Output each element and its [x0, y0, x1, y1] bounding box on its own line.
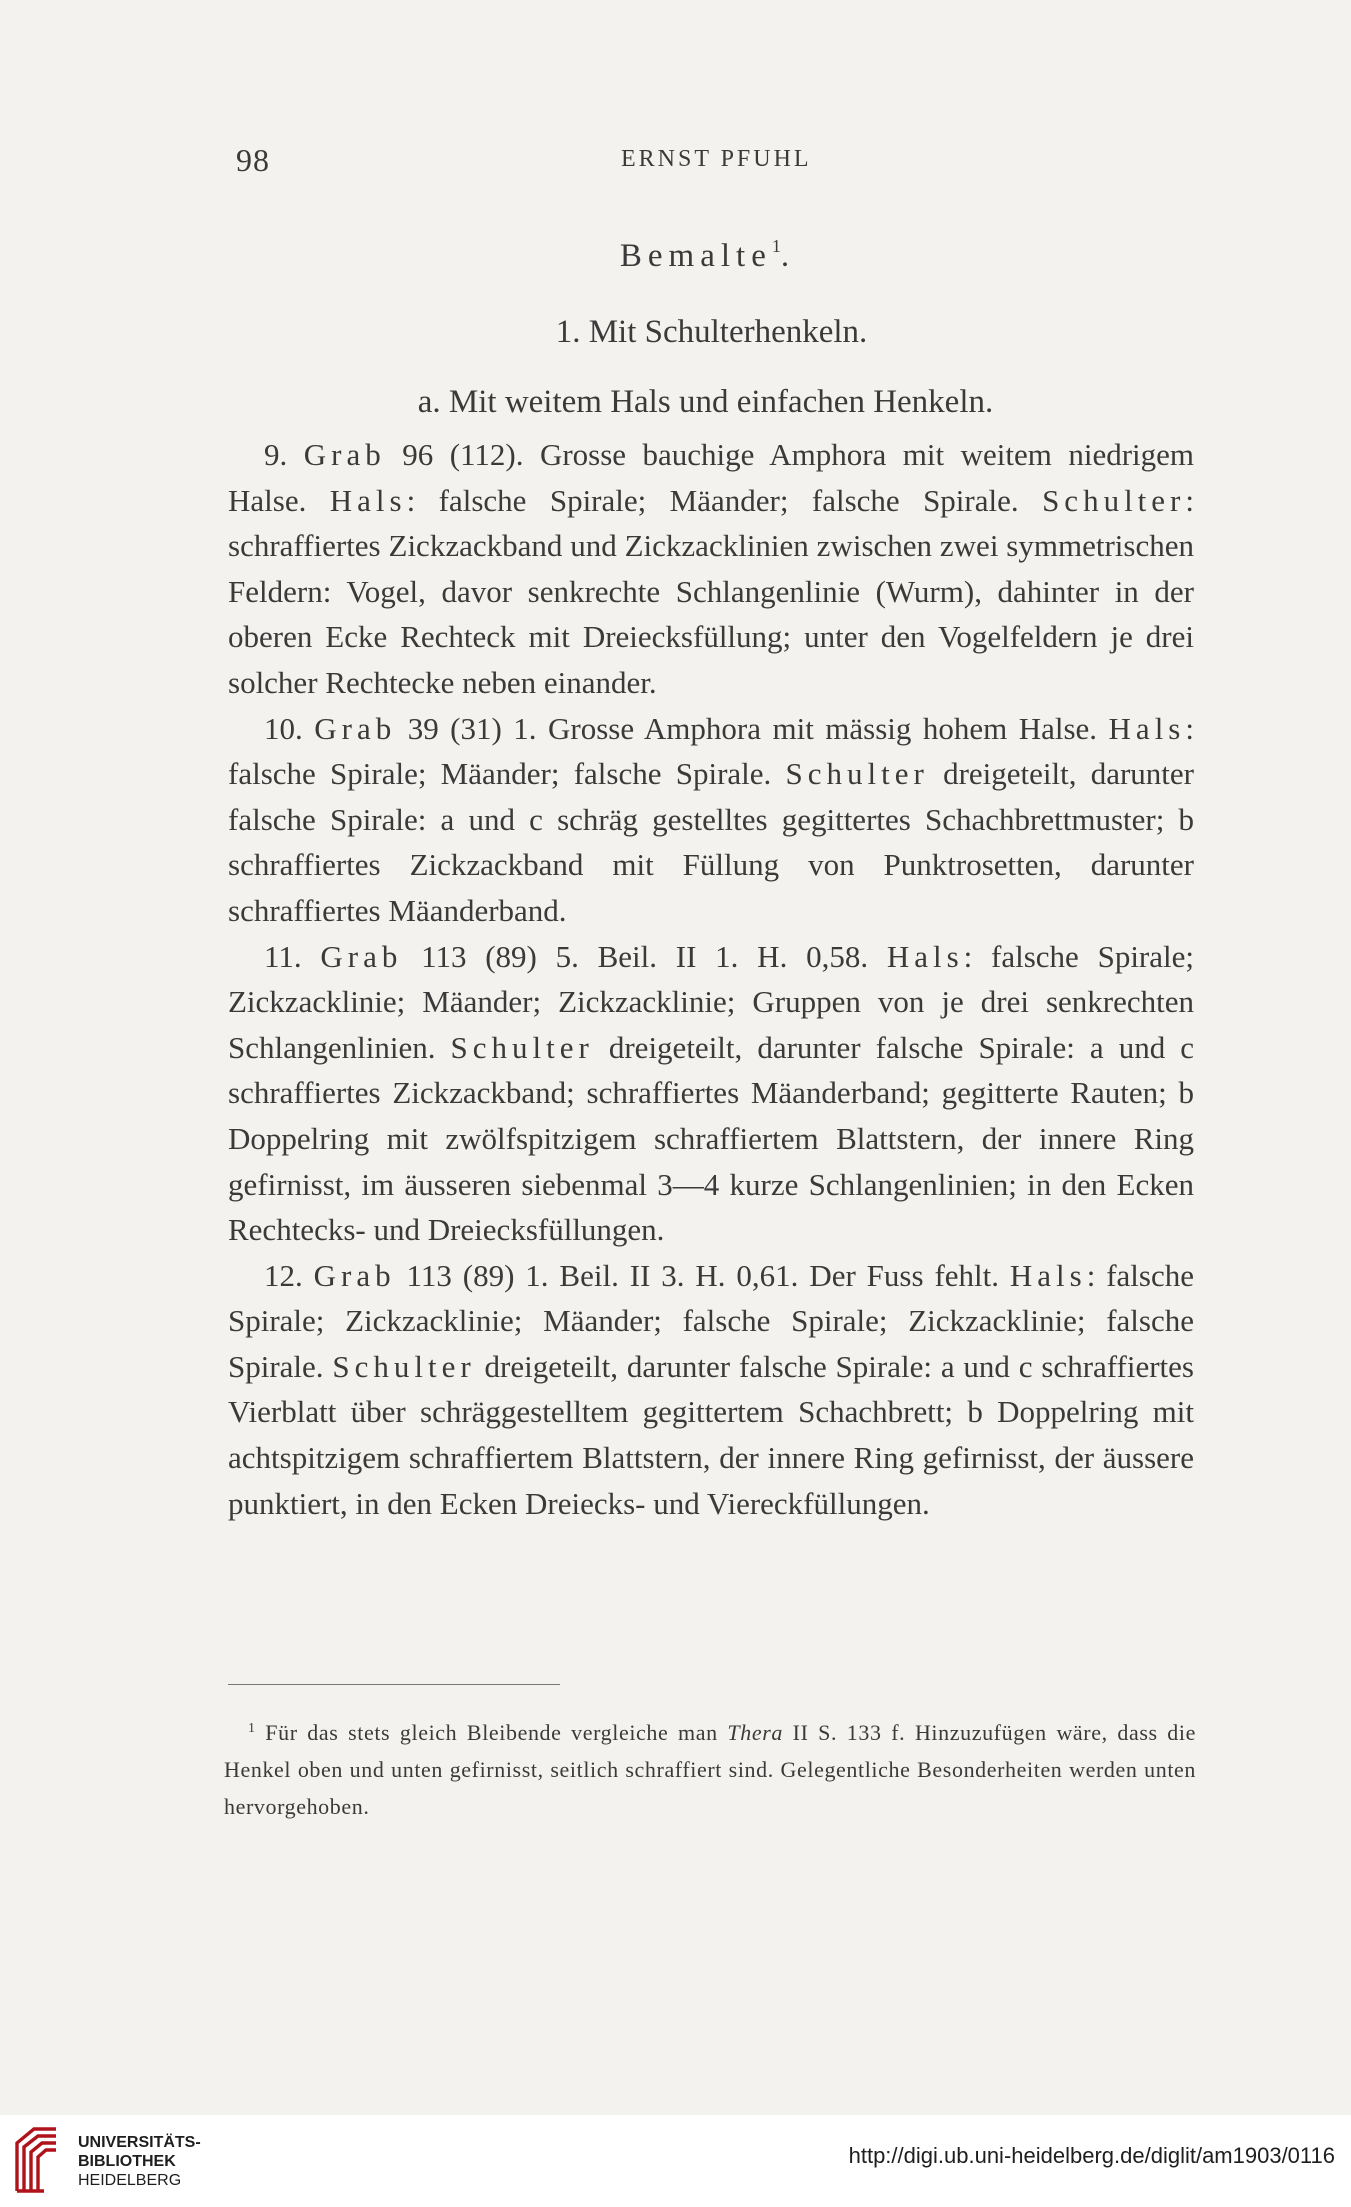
- catalogue-entry: 11. Grab 113 (89) 5. Beil. II 1. H. 0,58. Hals: falsche Spirale; Zickzacklinie; Mäander; Zickzacklinie; Gruppen von je drei senkrechten Schlangenlinien. Schulter dreigeteilt, darunter falsche Spirale: a und c schraffiertes Zickzackband; schraffiertes Mäanderband; gegitterte Rauten; b Doppelring mit zwölfspitzigem schraffiertem Blattstern, der innere Ring gefirnisst, im äusseren siebenmal 3—4 kurze Schlangenlinien; in den Ecken Rechtecks- und Dreiecksfüllungen.: [228, 938, 1194, 1248]
- page-header: [0, 142, 1351, 182]
- section-title: Bemalte$^1$.: [619, 236, 796, 274]
- catalogue-entry: 10. Grab 39 (31) 1. Grosse Amphora mit mässig hohem Halse. Hals: falsche Spirale; Mäander; falsche Spirale. Schulter dreigeteilt, darunter falsche Spirale: a und c schräg gestelltes gegittertes Schachbrettmuster; b schraffiertes Zickzackband mit Füllung von Punktrosetten, darunter schraffiertes Mäanderband.: [228, 710, 1194, 928]
- footnote: $^1$ Für das stets gleich Bleibende vergleiche man Thera II S. 133 f. Hinzuzufügen wäre, dass die Henkel oben und unten gefirnisst, seitlich schraffiert sind. Gelegentliche Besonderheiten werden unten hervorgehoben.: [224, 1720, 1196, 1819]
- running-head: ERNST PFUHL: [621, 146, 812, 172]
- footnote-divider: [228, 1684, 560, 1685]
- body-text: [228, 432, 1194, 1526]
- page-number: 98: [236, 142, 270, 178]
- permalink[interactable]: http://digi.ub.uni-heidelberg.de/diglit/am1903/0116: [848, 2143, 1335, 2168]
- catalogue-entry: 12. Grab 113 (89) 1. Beil. II 3. H. 0,61. Der Fuss fehlt. Hals: falsche Spirale; Zickzacklinie; Mäander; falsche Spirale; Zickzacklinie; falsche Spirale. Schulter dreigeteilt, darunter falsche Spirale: a und c schraffiertes Vierblatt über schräggestelltem gegittertem Schachbrett; b Doppelring mit achtspitzigem schraffiertem Blattstern, der innere Ring gefirnisst, der äussere punktiert, in den Ecken Dreiecks- und Viereckfüllungen.: [228, 1257, 1194, 1521]
- subsection-title: 1. Mit Schulterhenkeln.: [555, 314, 868, 350]
- library-name: UNIVERSITÄTS- BIBLIOTHEK HEIDELBERG: [78, 2134, 201, 2189]
- catalogue-entry: 9. Grab 96 (112). Grosse bauchige Amphora mit weitem niedrigem Halse. Hals: falsche Spirale; Mäander; falsche Spirale. Schulter: schraffiertes Zickzackband und Zickzacklinien zwischen zwei symmetrischen Feldern: Vogel, davor senkrechte Schlangenlinie (Wurm), dahinter in der oberen Ecke Rechteck mit Dreiecksfüllung; unter den Vogelfeldern je drei solcher Rechtecke neben einander.: [228, 437, 1195, 700]
- digitization-footer: [0, 2115, 1351, 2207]
- ub-heidelberg-logo-icon[interactable]: [14, 2125, 60, 2195]
- subsubsection-title: a. Mit weitem Hals und einfachen Henkeln.: [417, 384, 994, 420]
- footnote-reference[interactable]: 1: [771, 236, 781, 256]
